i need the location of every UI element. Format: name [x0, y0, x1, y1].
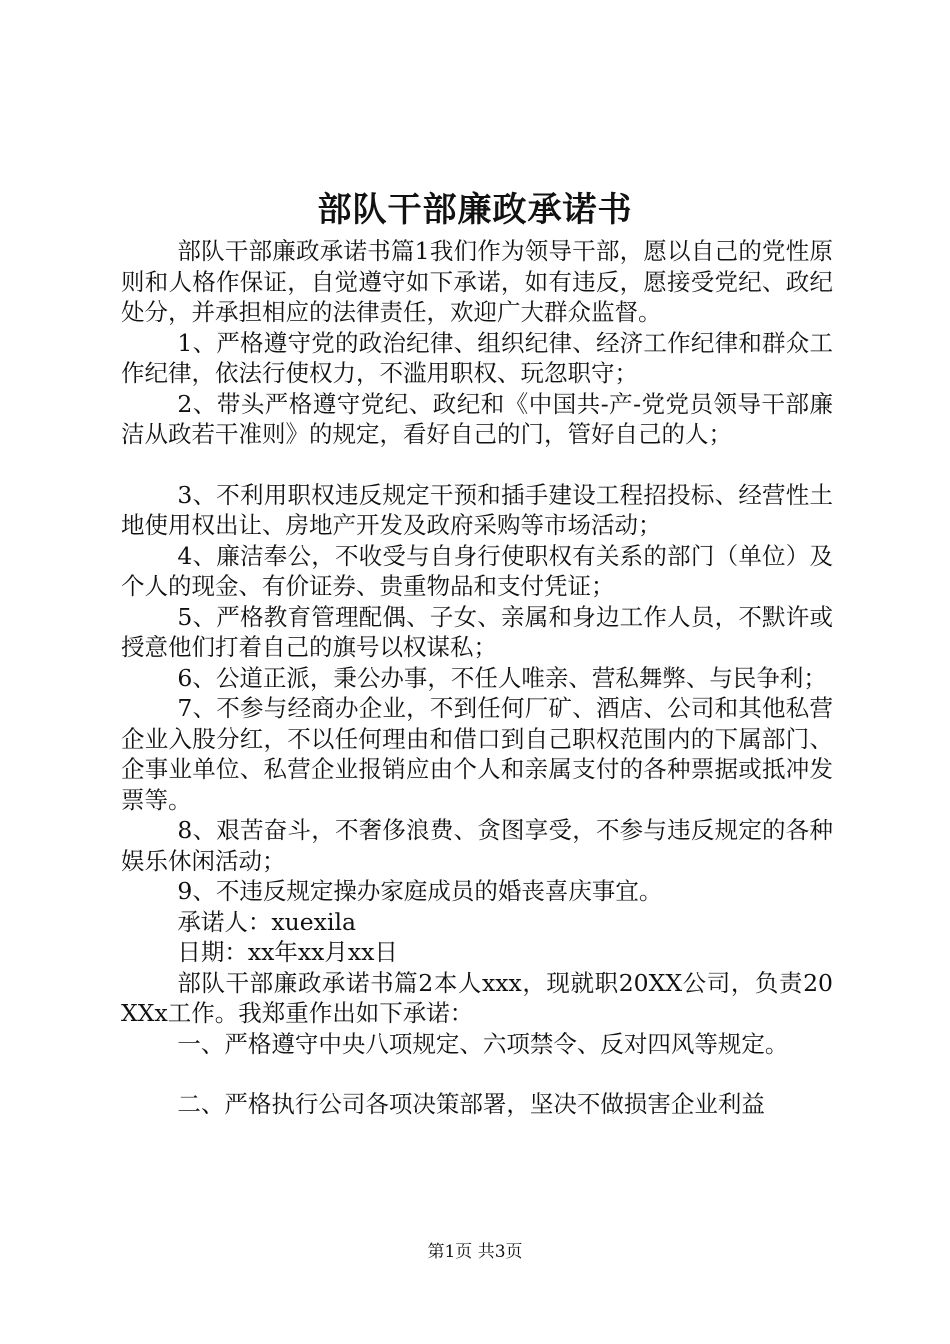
date-line: 日期：xx年xx月xx日: [177, 938, 398, 966]
page-footer: 第1页 共3页: [427, 1242, 523, 1262]
document-body: [121, 236, 833, 1120]
paragraph-item-2: 2、带头严格遵守党纪、政纪和《中国共-产-党党员领导干部廉洁从政若干准则》的规定，看好自己的门，管好自己的人；: [121, 389, 833, 448]
paragraph-item-1: 1、严格遵守党的政治纪律、组织纪律、经济工作纪律和群众工作纪律，依法行使权力，不滥用职权、玩忽职守；: [121, 328, 833, 387]
signatory-line: 承诺人：xuexila: [177, 907, 356, 936]
document-title: 部队干部廉政承诺书: [317, 190, 633, 230]
paragraph-section-2-item-2: 二、严格执行公司各项决策部署，坚决不做损害企业利益: [177, 1090, 765, 1118]
paragraph-item-4: 4、廉洁奉公，不收受与自身行使职权有关系的部门（单位）及个人的现金、有价证券、贵重物品和支付凭证；: [121, 541, 833, 600]
paragraph-item-3: 3、不利用职权违反规定干预和插手建设工程招投标、经营性土地使用权出让、房地产开发及政府采购等市场活动；: [121, 480, 833, 539]
paragraph-item-8: 8、艰苦奋斗，不奢侈浪费、贪图享受，不参与违反规定的各种娱乐休闲活动；: [121, 816, 833, 875]
paragraph-item-9: 9、不违反规定操办家庭成员的婚丧喜庆事宜。: [177, 877, 663, 905]
paragraph-item-6: 6、公道正派，秉公办事，不任人唯亲、营私舞弊、与民争利；: [177, 663, 827, 692]
paragraph-section-2-item-1: 一、严格遵守中央八项规定、六项禁令、反对四风等规定。: [177, 1029, 789, 1058]
paragraph-section-2-intro: 部队干部廉政承诺书篇2本人xxx，现就职20XX公司，负责20XXx工作。我郑重作出如下承诺：: [121, 968, 833, 1027]
paragraph-intro: 部队干部廉政承诺书篇1我们作为领导干部，愿以自己的党性原则和人格作保证，自觉遵守如下承诺，如有违反，愿接受党纪、政纪处分，并承担相应的法律责任，欢迎广大群众监督。: [121, 237, 833, 326]
paragraph-item-5: 5、严格教育管理配偶、子女、亲属和身边工作人员，不默许或授意他们打着自己的旗号以权谋私；: [121, 602, 833, 661]
paragraph-item-7: 7、不参与经商办企业，不到任何厂矿、酒店、公司和其他私营企业入股分红，不以任何理由和借口到自己职权范围内的下属部门、企事业单位、私营企业报销应由个人和亲属支付的各种票据或抵冲发票等。: [121, 694, 833, 814]
